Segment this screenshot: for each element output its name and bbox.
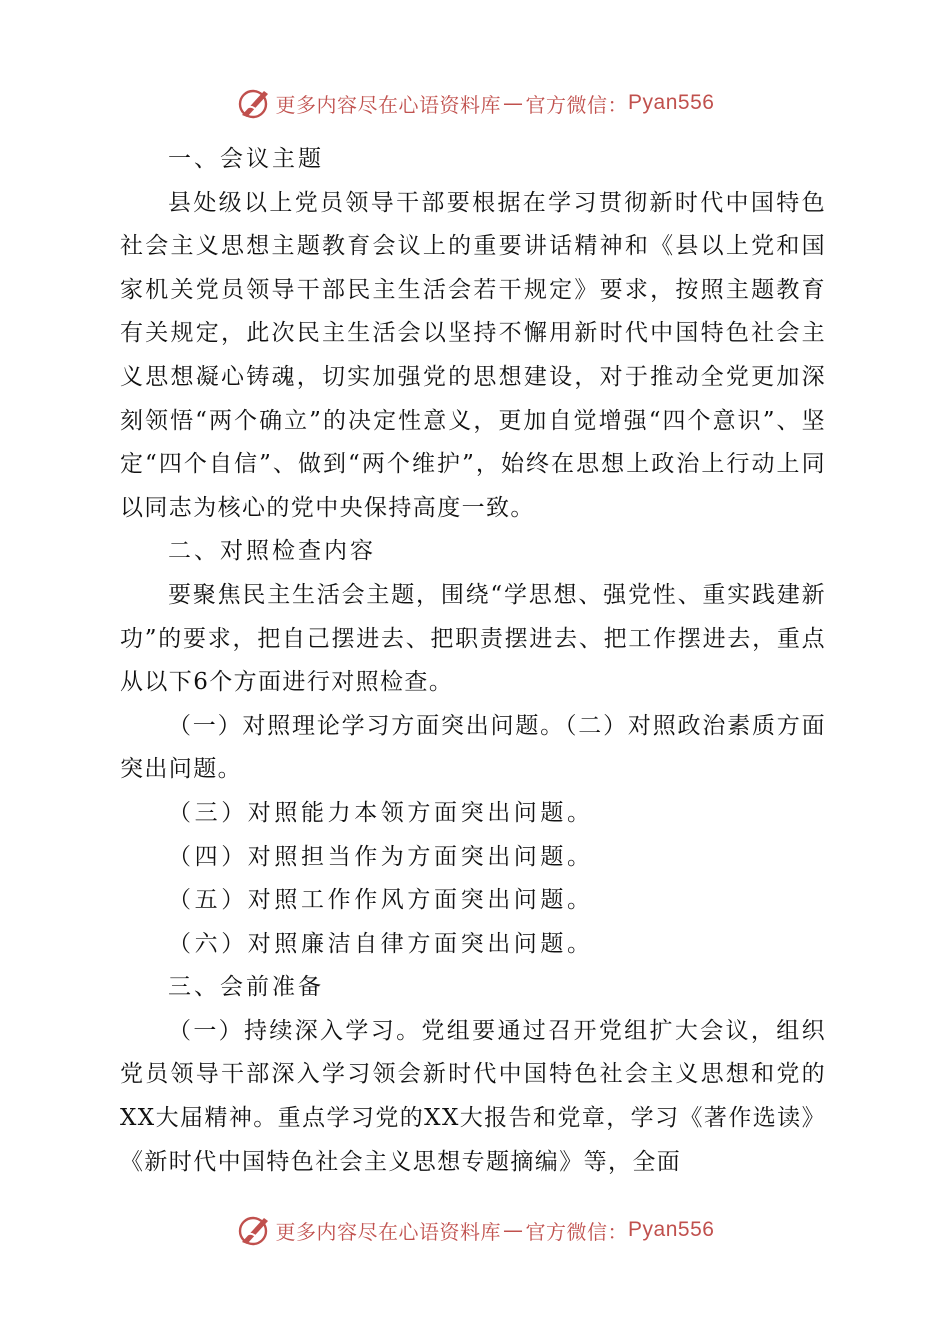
section-2-item-5: （五）对照工作作风方面突出问题。 xyxy=(168,887,594,914)
watermark-brand: 更多内容尽在心语资料库 xyxy=(275,92,502,117)
watermark-account: Pyan556 xyxy=(628,1218,715,1241)
pen-logo-icon xyxy=(236,85,272,121)
section-2-items-1-2: （一）对照理论学习方面突出问题。（二）对照政治素质方面突出问题。 xyxy=(120,712,826,783)
section-3-paragraph: （一）持续深入学习。党组要通过召开党组扩大会议，组织党员领导干部深入学习领会新时代中国特色社会主义思想和党的XX大届精神。重点学习党的XX大报告和党章，学习《著作选读》《新时代中国特色社会主义思想专题摘编》等，全面 xyxy=(120,1017,826,1175)
watermark-footer xyxy=(0,1210,950,1250)
watermark-account: Pyan556 xyxy=(628,91,715,114)
section-2-heading: 二、对照检查内容 xyxy=(168,538,376,565)
watermark-header xyxy=(0,83,950,123)
watermark-separator: — xyxy=(503,91,524,115)
section-2-item-6: （六）对照廉洁自律方面突出问题。 xyxy=(168,930,594,957)
watermark-separator: — xyxy=(503,1218,524,1242)
watermark-contact-label: 官方微信： xyxy=(525,92,629,117)
watermark-brand: 更多内容尽在心语资料库 xyxy=(275,1219,502,1244)
section-2-item-3: （三）对照能力本领方面突出问题。 xyxy=(168,799,594,826)
section-1-heading: 一、会议主题 xyxy=(168,146,324,172)
section-2-item-4: （四）对照担当作为方面突出问题。 xyxy=(168,843,594,870)
document-body xyxy=(120,138,826,1184)
section-3-heading: 三、会前准备 xyxy=(168,974,324,1001)
watermark-contact-label: 官方微信： xyxy=(525,1219,629,1244)
section-2-paragraph: 要聚焦民主生活会主题，围绕“学思想、强党性、重实践建新功”的要求，把自己摆进去、把职责摆进去、把工作摆进去，重点从以下6个方面进行对照检查。 xyxy=(120,581,826,696)
section-1-paragraph: 县处级以上党员领导干部要根据在学习贯彻新时代中国特色社会主义思想主题教育会议上的重要讲话精神和《县以上党和国家机关党员领导干部民主生活会若干规定》要求，按照主题教育有关规定，此次民主生活会以坚持不懈用新时代中国特色社会主义思想凝心铸魂，切实加强党的思想建设，对于推动全党更加深刻领悟“两个确立”的决定性意义，更加自觉增强“四个意识”、坚定“四个自信”、做到“两个维护”，始终在思想上政治上行动上同以同志为核心的党中央保持高度一致。 xyxy=(120,189,826,521)
pen-logo-icon xyxy=(236,1212,272,1248)
